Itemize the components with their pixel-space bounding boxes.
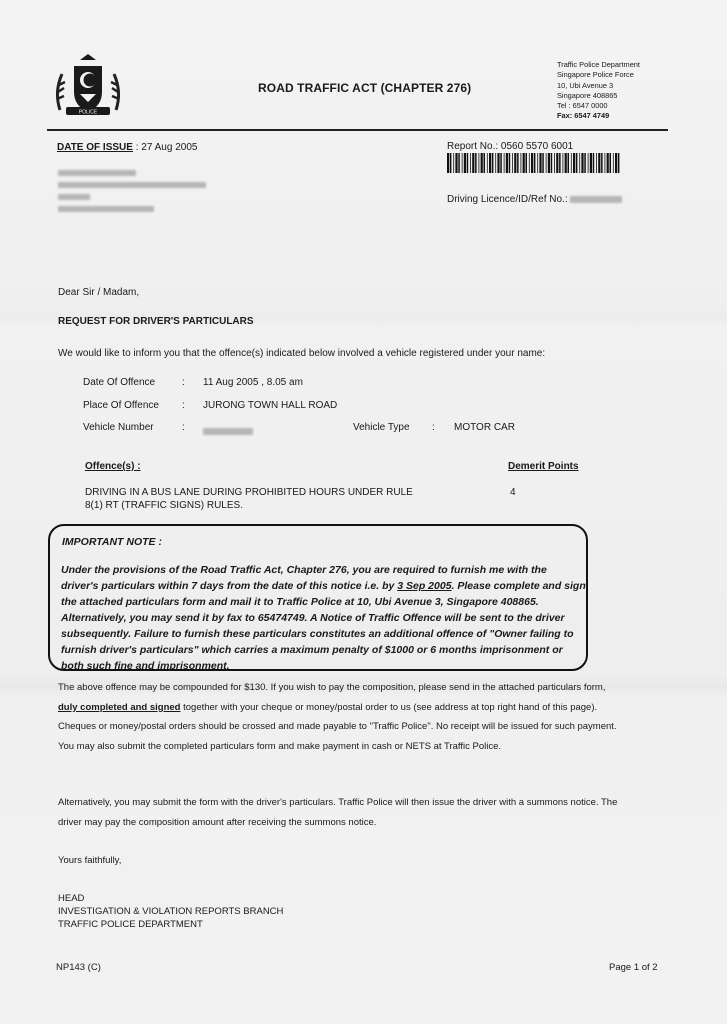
- address-line: Singapore Police Force: [557, 70, 634, 80]
- colon: :: [182, 422, 185, 433]
- colon: :: [432, 422, 435, 433]
- composition-paragraph: The above offence may be compounded for $130. If you wish to pay the composition, please send in the attached particulars form, duly completed and signed together with your cheque or money/postal order to us (see address at top right hand of this page). Cheques or money/postal orders should be crossed and made payable to "Traffic Police". No receipt will be issued for such payment. You may also submit the completed particulars form and make payment in cash or NETS at Traffic Police.: [58, 682, 617, 752]
- place-of-offence-label: Place Of Offence: [83, 400, 159, 411]
- report-number: [447, 141, 573, 152]
- signatory-title: HEAD: [58, 893, 85, 904]
- alternative-paragraph: Alternatively, you may submit the form with the driver's particulars. Traffic Police will then issue the driver with a summons notice. The driver may pay the composition amount after receiving the summons notice.: [58, 797, 618, 828]
- offence-description-line1: DRIVING IN A BUS LANE DURING PROHIBITED HOURS UNDER RULE: [85, 487, 413, 498]
- date-of-issue: [57, 142, 197, 153]
- intro-text: We would like to inform you that the offence(s) indicated below involved a vehicle registered under your name:: [58, 348, 546, 359]
- signatory-branch: INVESTIGATION & VIOLATION REPORTS BRANCH: [58, 906, 284, 917]
- svg-text:POLICE: POLICE: [78, 109, 98, 116]
- redacted-name: [58, 170, 136, 176]
- report-number-value: 0560 5570 6001: [500, 141, 574, 152]
- redacted-unit: [58, 194, 90, 200]
- demerit-points-header: Demerit Points: [508, 461, 579, 472]
- report-barcode: [447, 153, 620, 173]
- letter-subject: REQUEST FOR DRIVER'S PARTICULARS: [58, 316, 254, 327]
- address-line: Tel : 6547 0000: [557, 101, 608, 111]
- page-indicator: Page 1 of 2: [609, 962, 658, 973]
- address-line: Traffic Police Department: [557, 60, 640, 69]
- redacted-licence-number: [570, 196, 622, 203]
- vehicle-number-label: Vehicle Number: [83, 422, 154, 433]
- place-of-offence-value: JURONG TOWN HALL ROAD: [203, 400, 338, 411]
- date-of-offence-label: Date Of Offence: [83, 377, 156, 388]
- driving-licence-label: Driving Licence/ID/Ref No.:: [447, 194, 571, 205]
- fax-line: Fax: 6547 4749: [557, 111, 610, 121]
- colon: :: [182, 400, 185, 411]
- important-note-body: Under the provisions of the Road Traffic Act, Chapter 276, you are required to furnish me with the driver's particulars within 7 days from the date of this notice i.e. by 3 Sep 2005. Please complete and sign the attached particulars form and mail it to Traffic Police at 10, Ubi Avenue 3, Singapore 408865. Alternatively, you may send it by fax to 65474749. A Notice of Traffic Offence will be sent to the driver subsequently. Failure to furnish these particulars constitutes an additional offence of "Owner failing to furnish driver's particulars" which carries a maximum penalty of $1000 or 6 months imprisonment or both such fine and imprisonment.: [61, 564, 586, 672]
- redacted-vehicle-number: [203, 423, 253, 441]
- driving-licence-ref: [447, 194, 622, 205]
- date-of-offence-value: 11 Aug 2005 , 8.05 am: [203, 377, 303, 388]
- address-line: 10, Ubi Avenue 3: [557, 80, 614, 90]
- department-address: [557, 60, 640, 122]
- offences-header: Offence(s) :: [85, 461, 141, 472]
- date-of-issue-value: 27 Aug 2005: [141, 142, 198, 153]
- duly-completed-emphasis: duly completed and signed: [58, 701, 181, 713]
- date-of-issue-label: DATE OF ISSUE: [57, 142, 133, 153]
- redacted-postal: [58, 206, 154, 212]
- document-title: ROAD TRAFFIC ACT (CHAPTER 276): [258, 81, 472, 95]
- address-line: Singapore 408865: [557, 90, 618, 100]
- signatory-department: TRAFFIC POLICE DEPARTMENT: [58, 919, 203, 930]
- colon: :: [182, 377, 185, 388]
- offence-description-line2: 8(1) RT (TRAFFIC SIGNS) RULES.: [85, 500, 243, 511]
- header-divider: [47, 129, 668, 131]
- demerit-points-value: 4: [510, 487, 516, 498]
- police-crest-logo: [52, 52, 124, 122]
- date-of-issue-separator: :: [132, 142, 142, 153]
- deadline-date: 3 Sep 2005: [397, 580, 452, 592]
- report-number-label: Report No.:: [447, 141, 501, 152]
- vehicle-type-value: MOTOR CAR: [454, 422, 515, 433]
- redacted-recipient-address: [58, 170, 206, 218]
- form-code: NP143 (C): [56, 962, 101, 973]
- vehicle-type-label: Vehicle Type: [353, 422, 410, 433]
- salutation: Dear Sir / Madam,: [58, 287, 140, 298]
- important-note-title: IMPORTANT NOTE :: [62, 536, 162, 548]
- closing: Yours faithfully,: [58, 855, 122, 866]
- redacted-street: [58, 182, 206, 188]
